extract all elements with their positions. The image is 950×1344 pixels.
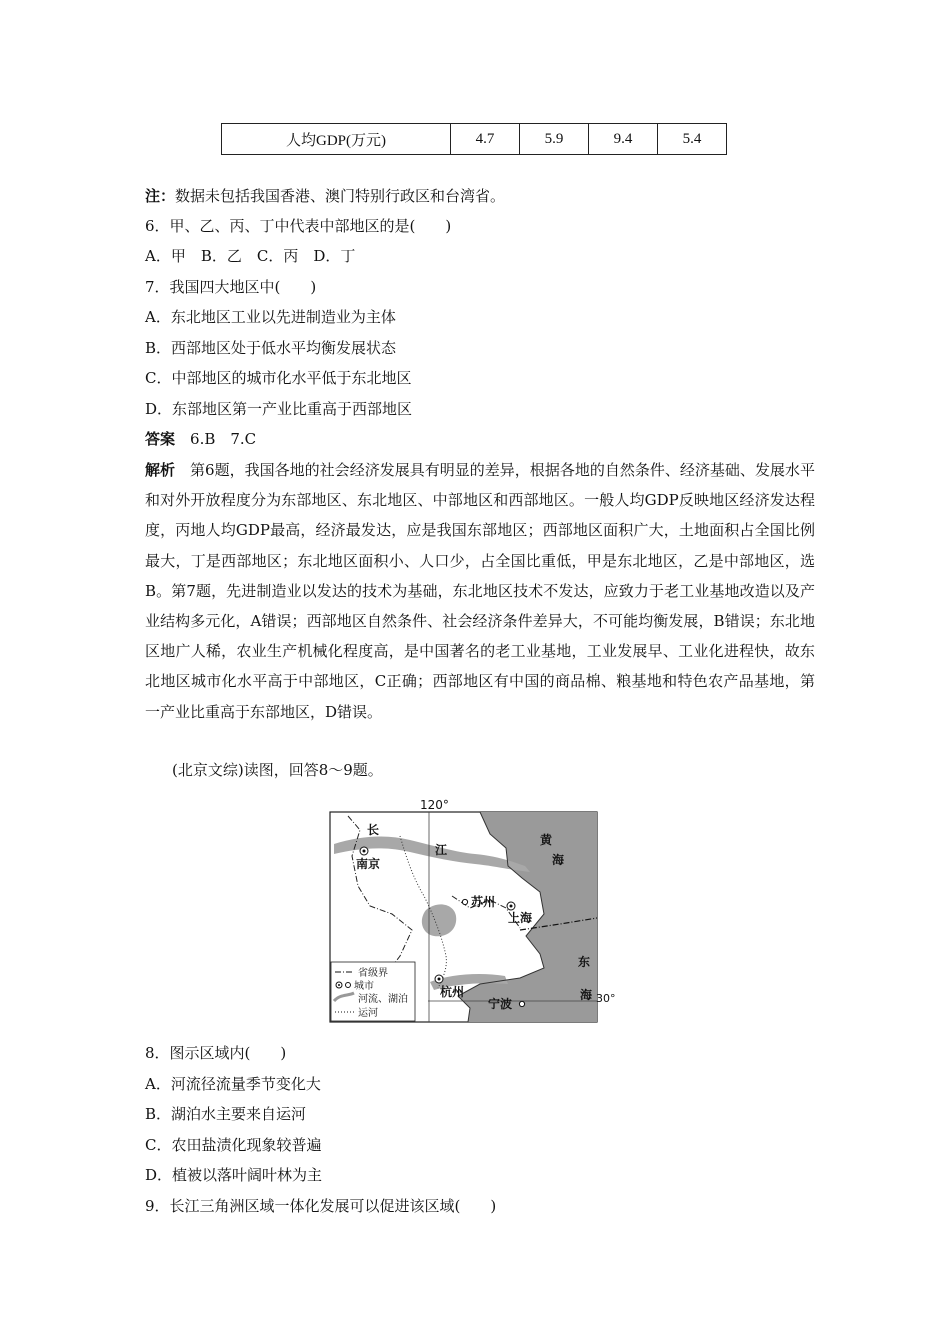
- city-hangzhou: [435, 975, 443, 983]
- legend-river-label: 河流、湖泊: [358, 994, 408, 1005]
- city-shanghai: [507, 902, 515, 910]
- analysis-paragraph: [145, 455, 815, 727]
- question-8-option-d: D．植被以落叶阔叶林为主: [145, 1166, 323, 1184]
- question-7-option-a: A．东北地区工业以先进制造业为主体: [145, 308, 396, 326]
- map-intro: (北京文综)读图，回答8～9题。: [172, 761, 383, 779]
- label-hai-1: 海: [552, 853, 565, 867]
- question-7-option-d: D．东部地区第一产业比重高于西部地区: [145, 400, 413, 418]
- question-7-option-c: C．中部地区的城市化水平低于东北地区: [145, 369, 412, 387]
- label-hai-2: 海: [580, 988, 593, 1002]
- legend-border-label: 省级界: [358, 968, 388, 979]
- longitude-label: 120°: [420, 798, 449, 812]
- label-chang: 长: [367, 823, 380, 837]
- table-row: [222, 124, 727, 155]
- table-cell: 4.7: [451, 124, 520, 155]
- label-dong: 东: [578, 955, 591, 969]
- table-cell: 5.9: [520, 124, 589, 155]
- table-cell: 9.4: [589, 124, 658, 155]
- question-8-option-b: B．湖泊水主要来自运河: [145, 1105, 307, 1123]
- city-nanjing: [360, 847, 368, 855]
- label-jiang: 江: [435, 843, 448, 857]
- latitude-label: 30°: [596, 992, 616, 1005]
- question-8-option-a: A．河流径流量季节变化大: [145, 1075, 321, 1093]
- question-8-option-c: C．农田盐渍化现象较普遍: [145, 1136, 322, 1154]
- analysis-text: 第6题，我国各地的社会经济发展具有明显的差异，根据各地的自然条件、经济基础、发展水平和对外开放程度分为东部地区、东北地区、中部地区和西部地区。一般人均GDP反映地区经济发达程度，丙地人均GDP最高，经济最发达，应是我国东部地区；西部地区面积广大，土地面积占全国比例最大，丁是西部地区；东北地区面积小、人口少，占全国比重低，甲是东北地区，乙是中部地区，选B。第7题，先进制造业以发达的技术为基础，东北地区技术不发达，应致力于老工业基地改造以及产业结构多元化，A错误；西部地区自然条件、社会经济条件差异大，不可能均衡发展，B错误；东北地区地广人稀，农业生产机械化程度高，是中国著名的老工业基地，工业发展早、工业化进程快，故东北地区城市化水平高于中部地区，C正确；西部地区有中国的商品棉、粮基地和特色农产品基地，第一产业比重高于东部地区，D错误。: [145, 461, 815, 721]
- question-7-option-b: B．西部地区处于低水平均衡发展状态: [145, 339, 397, 357]
- question-6-options: A．甲 B．乙 C．丙 D．丁: [145, 247, 356, 265]
- legend-city-label: 城市: [354, 981, 374, 992]
- legend-canal-label: 运河: [358, 1008, 378, 1019]
- label-ningbo: 宁波: [488, 997, 513, 1011]
- question-7-stem: 7．我国四大地区中( ): [145, 278, 317, 296]
- answer-label: 答案: [145, 430, 176, 448]
- analysis-label: 解析: [145, 461, 176, 479]
- label-huang: 黄: [540, 833, 553, 847]
- label-suzhou: 苏州: [471, 895, 496, 909]
- city-suzhou: [462, 899, 467, 904]
- answer-text: 6.B 7.C: [190, 430, 257, 448]
- label-shanghai: 上海: [508, 911, 533, 925]
- answer-line: [145, 429, 256, 449]
- label-nanjing: 南京: [356, 857, 381, 871]
- note-text: 数据未包括我国香港、澳门特别行政区和台湾省。: [175, 187, 506, 205]
- note-label: 注：: [145, 187, 176, 205]
- city-ningbo: [519, 1001, 524, 1006]
- question-9-stem: 9．长江三角洲区域一体化发展可以促进该区域( ): [145, 1197, 497, 1215]
- gdp-table: [221, 123, 727, 155]
- table-row-header: 人均GDP(万元): [222, 124, 451, 155]
- map-legend: [331, 962, 415, 1021]
- table-cell: 5.4: [658, 124, 727, 155]
- question-6-stem: 6．甲、乙、丙、丁中代表中部地区的是( ): [145, 217, 452, 235]
- table-note: [145, 186, 505, 206]
- label-hangzhou: 杭州: [440, 985, 465, 999]
- yangtze-delta-map: [330, 796, 616, 1024]
- question-8-stem: 8．图示区域内( ): [145, 1044, 287, 1062]
